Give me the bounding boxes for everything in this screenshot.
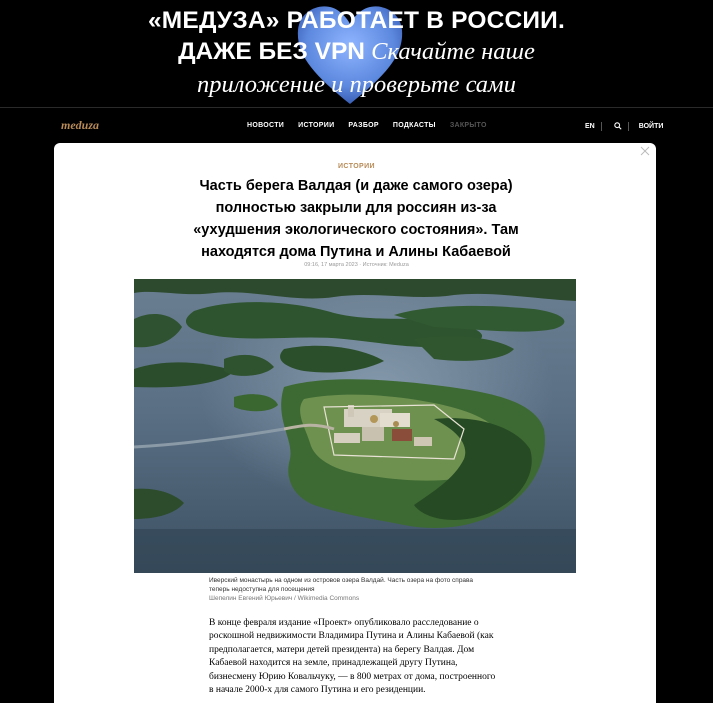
banner-vpn-text: ДАЖЕ БЕЗ VPN (178, 38, 365, 65)
banner-download-text: Скачайте наше (365, 38, 535, 65)
close-icon[interactable] (640, 146, 650, 156)
top-nav (0, 107, 713, 143)
caption-text: Иверский монастырь на одном из островов озера Валдай. Часть озера на фото справа теперь недоступна для посещения (209, 577, 474, 593)
nav-links (247, 122, 501, 129)
site-logo[interactable]: meduza (61, 118, 100, 132)
nav-link-stories[interactable]: ИСТОРИИ (298, 122, 335, 129)
language-switch[interactable]: EN (585, 123, 595, 130)
banner-app-text: приложение и проверьте сами (197, 71, 516, 98)
nav-link-closed[interactable]: ЗАКРЫТО (449, 122, 487, 129)
banner-headline: «МЕДУЗА» РАБОТАЕТ В РОССИИ. (147, 7, 565, 34)
nav-right (585, 122, 663, 131)
article-photo (134, 279, 576, 573)
photo-credit[interactable]: Шепелин Евгений Юрьевич / Wikimedia Commons (209, 595, 360, 602)
nav-link-news[interactable]: НОВОСТИ (247, 122, 285, 129)
search-icon[interactable] (614, 122, 622, 130)
banner-subline (0, 36, 713, 68)
photo-caption (209, 576, 479, 603)
nav-divider (628, 122, 629, 131)
nav-link-podcasts[interactable]: ПОДКАСТЫ (392, 122, 436, 129)
article-headline: Часть берега Валдая (и даже самого озера) полностью закрыли для россиян из-за «ухудшения экологического состояния». Там находятся дома Путина и Алины Кабаевой (193, 178, 519, 260)
nav-link-analysis[interactable]: РАЗБОР (348, 122, 379, 129)
article-rubric[interactable]: ИСТОРИИ (338, 163, 375, 170)
article-body: В конце февраля издание «Проект» опубликовало расследование о роскошной недвижимости Владимира Путина и Алины Кабаевой (как предполагается, матери детей президента) на берегу Валдая. Дом Кабаевой находится на земле, принадлежащей другу Путина, бизнесмену Юрию Ковальчуку, — в 800 метрах от дома, построенного в начале 2000-х для самого Путина и его резиденции. (209, 618, 496, 696)
promo-banner[interactable] (0, 0, 713, 107)
nav-divider (601, 122, 602, 131)
article-meta: 09:16, 17 марта 2023 · Источник: Meduza (304, 262, 409, 268)
login-button[interactable]: ВОЙТИ (638, 123, 664, 130)
